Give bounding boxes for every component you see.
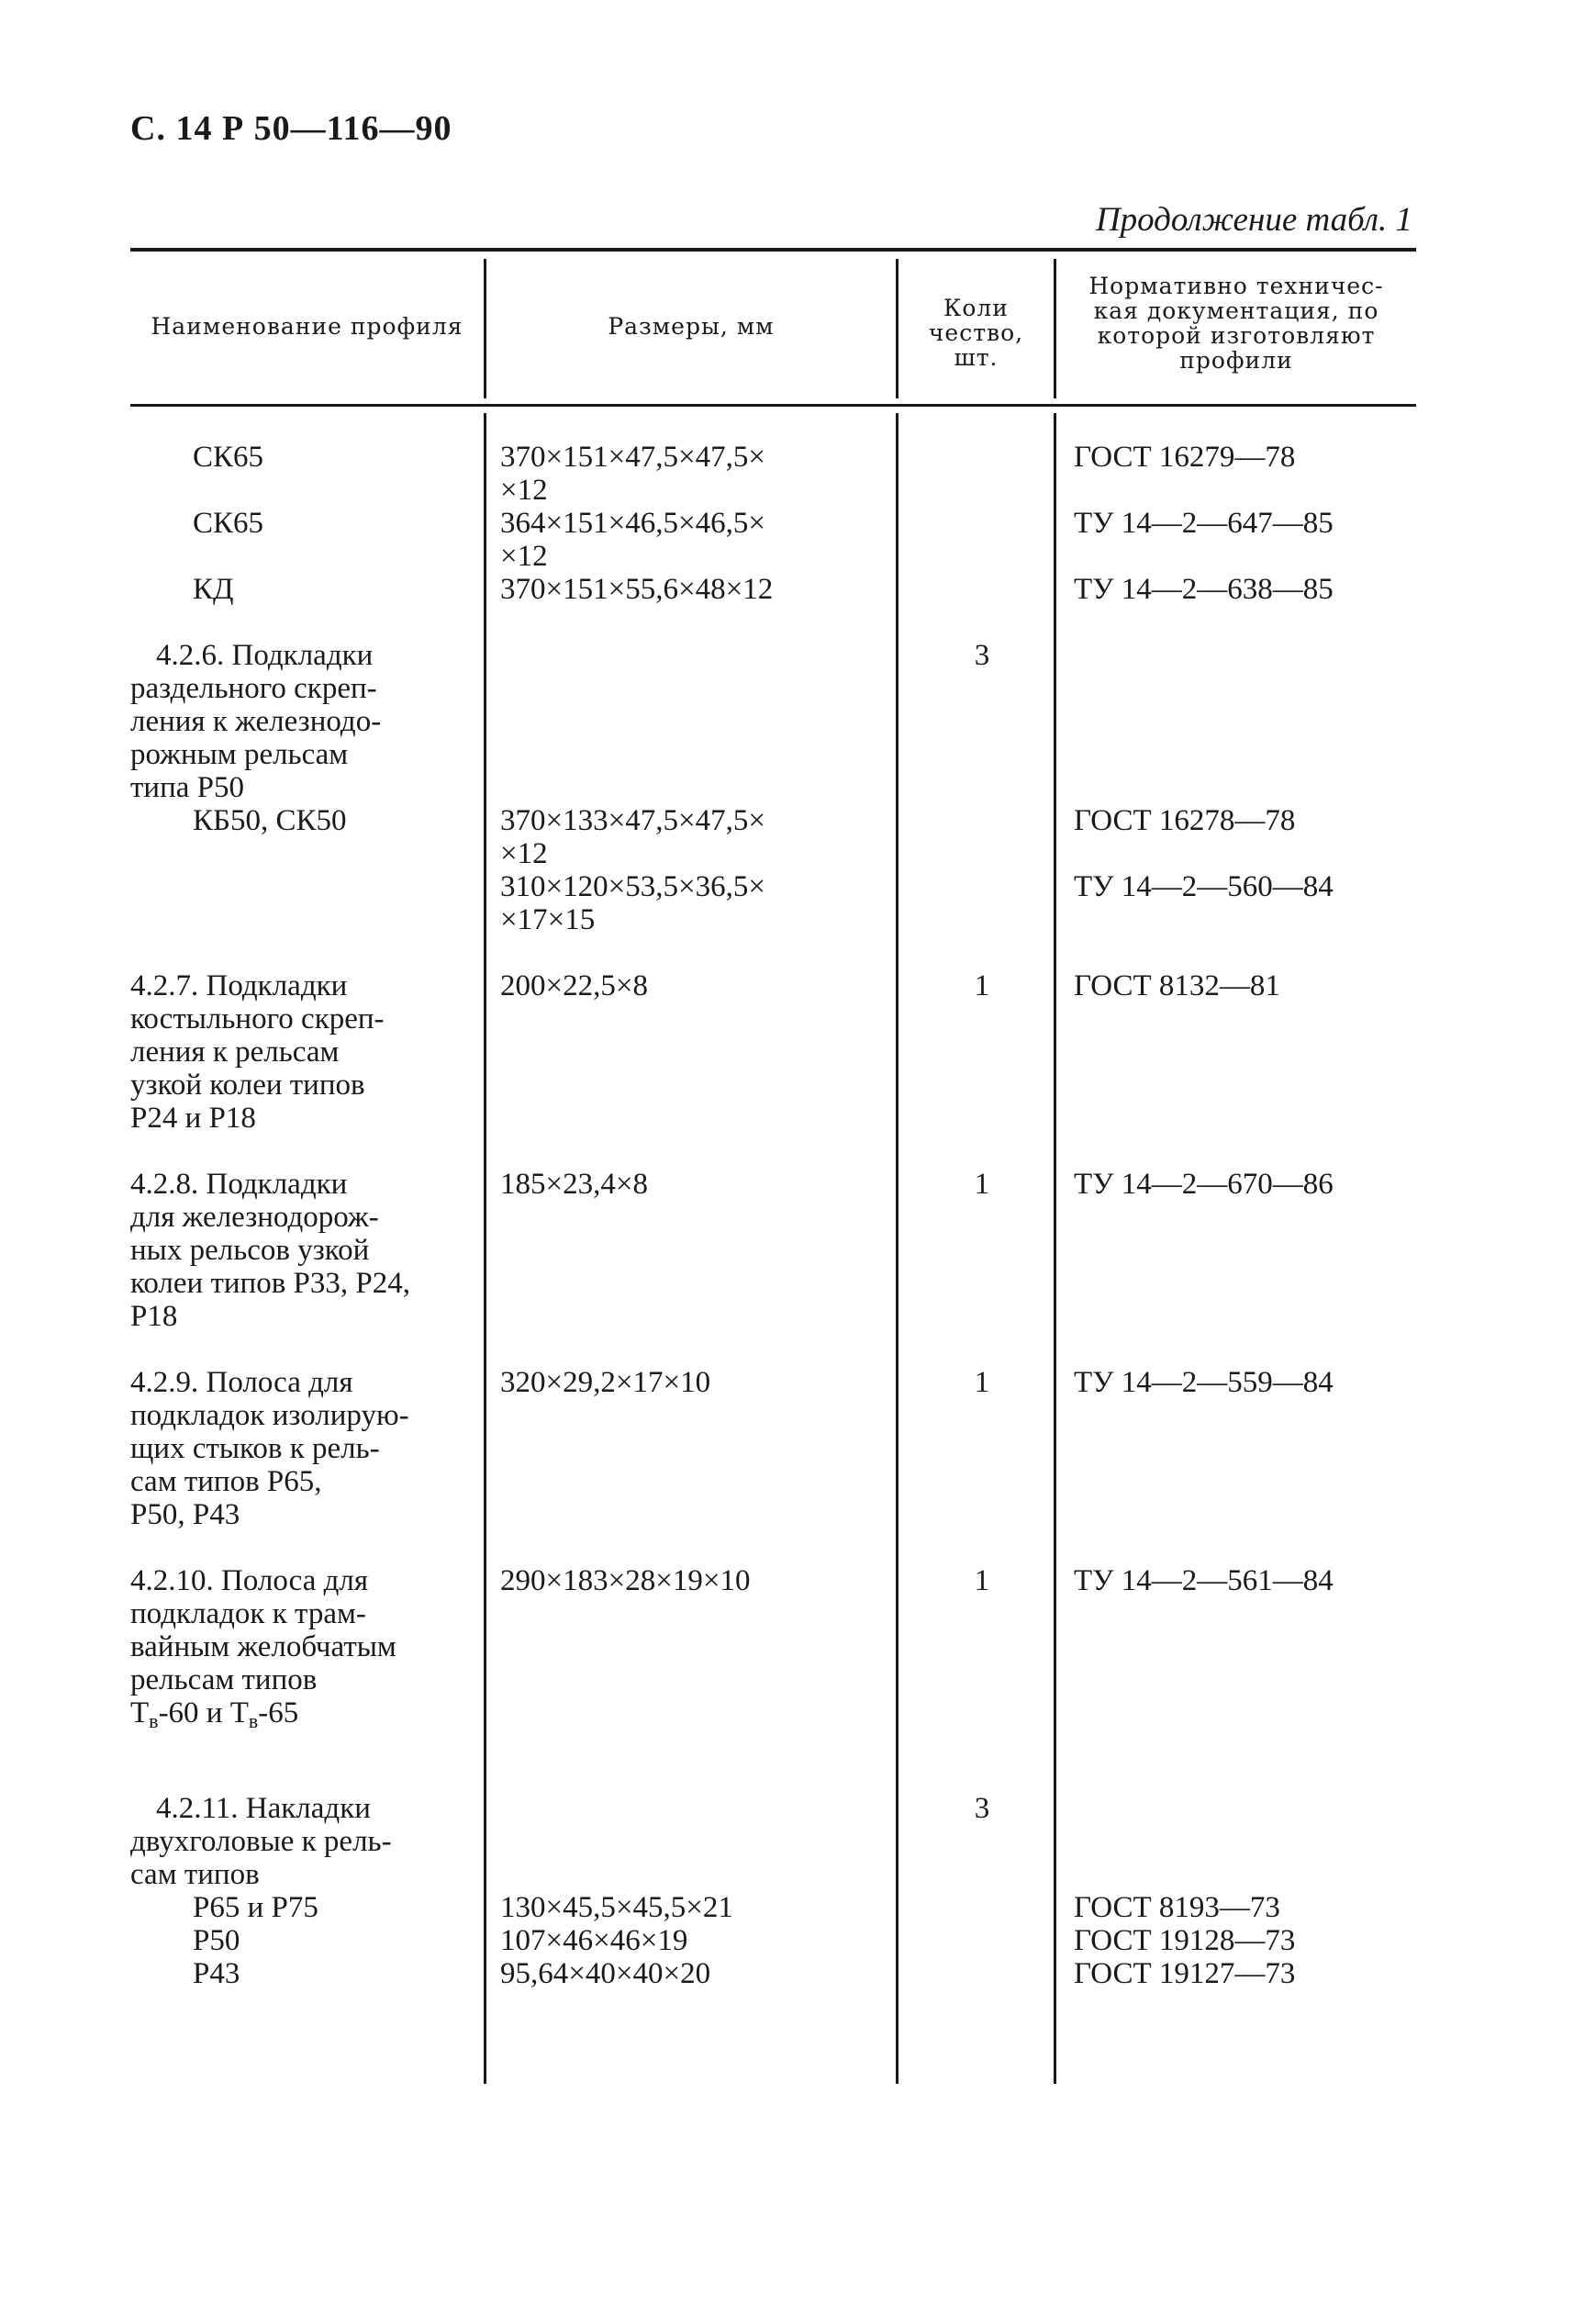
section-title: 4.2.11. Накладки двухголовые к рель- сам типов xyxy=(130,1792,392,1891)
quantity: 3 xyxy=(974,639,990,672)
profile-name: Р65 и Р75 Р50 Р43 xyxy=(193,1891,318,1990)
quantity: 3 xyxy=(974,1792,990,1825)
profile-name: КД xyxy=(193,573,234,606)
profile-size: 200×22,5×8 xyxy=(500,969,648,1002)
quantity: 1 xyxy=(974,1564,990,1597)
table-continuation-note: Продолжение табл. 1 xyxy=(1095,201,1412,239)
profile-size: 370×151×55,6×48×12 xyxy=(500,573,774,606)
profile-name: СК65 xyxy=(193,441,264,474)
section-title: 4.2.8. Подкладки для железнодорож- ных рельсов узкой колеи типов Р33, Р24, Р18 xyxy=(130,1168,410,1333)
quantity: 1 xyxy=(974,1168,990,1201)
profile-size: 370×151×47,5×47,5× ×12 xyxy=(500,441,765,507)
profile-documentation: ГОСТ 8132—81 xyxy=(1074,969,1280,1002)
profile-size: 290×183×28×19×10 xyxy=(500,1564,751,1597)
section-title: 4.2.7. Подкладки костыльного скреп- ления к рельсам узкой колеи типов Р24 и Р18 xyxy=(130,969,385,1135)
profile-documentation: ТУ 14—2—561—84 xyxy=(1074,1564,1334,1597)
profile-documentation: ТУ 14—2—647—85 xyxy=(1074,507,1334,540)
profile-documentation: ТУ 14—2—559—84 xyxy=(1074,1366,1334,1399)
profile-size: 370×133×47,5×47,5× ×12 310×120×53,5×36,5× ×17×15 xyxy=(500,804,765,936)
profile-documentation: ГОСТ 16279—78 xyxy=(1074,441,1296,474)
profile-documentation: ГОСТ 8193—73 ГОСТ 19128—73 ГОСТ 19127—73 xyxy=(1074,1891,1296,1990)
column-header-name: Наименование профиля xyxy=(151,313,463,340)
column-divider xyxy=(1054,413,1056,2084)
profile-size: 130×45,5×45,5×21 107×46×46×19 95,64×40×40×20 xyxy=(500,1891,733,1990)
profile-documentation: ТУ 14—2—638—85 xyxy=(1074,573,1334,606)
profile-documentation: ТУ 14—2—670—86 xyxy=(1074,1168,1334,1201)
profile-size: 320×29,2×17×10 xyxy=(500,1366,711,1399)
section-title-last-line: $Т_в-60$ и $Т_в-65$ xyxy=(130,1696,299,1732)
quantity: 1 xyxy=(974,1366,990,1399)
header-bottom-rule xyxy=(130,404,1416,407)
column-header-quantity: Коли чество, шт. xyxy=(928,295,1024,371)
table-top-rule xyxy=(130,248,1416,252)
section-title: 4.2.9. Полоса для подкладок изолирую- щих стыков к рель- сам типов Р65, Р50, Р43 xyxy=(130,1366,409,1531)
section-title: 4.2.10. Полоса для подкладок к трам- вайным желобчатым рельсам типов xyxy=(130,1564,396,1696)
quantity: 1 xyxy=(974,969,990,1002)
column-divider xyxy=(484,413,486,2084)
column-header-size: Размеры, мм xyxy=(608,313,775,340)
section-title: 4.2.6. Подкладки раздельного скреп- ления к железнодо- рожным рельсам типа Р50 xyxy=(130,639,382,804)
profile-size: 185×23,4×8 xyxy=(500,1168,648,1201)
profile-name: СК65 xyxy=(193,507,264,540)
profile-size: 364×151×46,5×46,5× ×12 xyxy=(500,507,765,573)
profile-documentation: ГОСТ 16278—78 ТУ 14—2—560—84 xyxy=(1074,804,1334,903)
column-divider xyxy=(896,413,898,2084)
profile-name: КБ50, СК50 xyxy=(193,804,347,837)
page-reference: С. 14 Р 50—116—90 xyxy=(130,109,452,148)
column-header-documentation: Нормативно техничес- кая документация, по которой изготовляют профили xyxy=(1088,273,1384,374)
